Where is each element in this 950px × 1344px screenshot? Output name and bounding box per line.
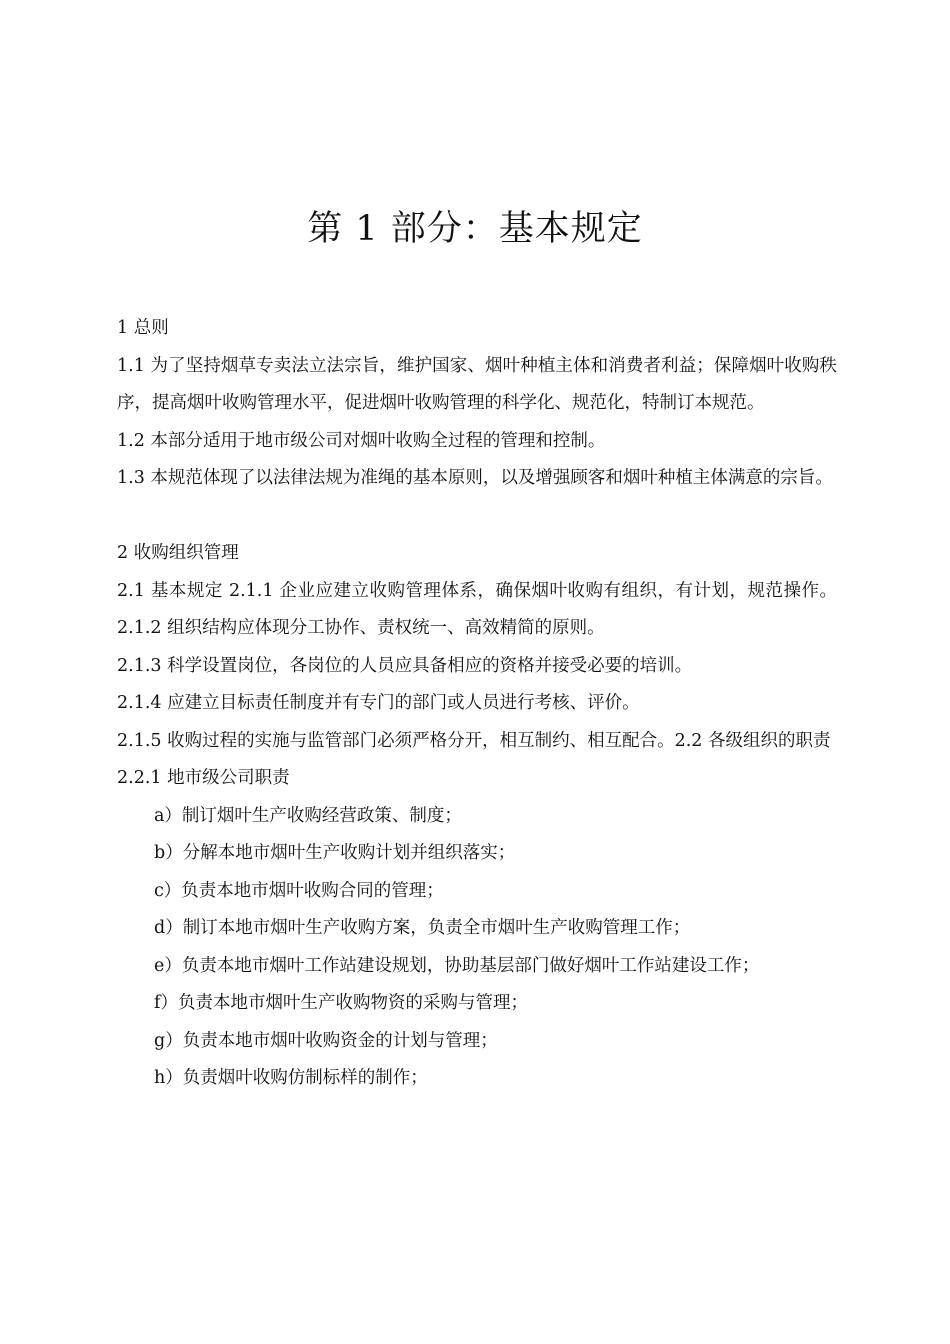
paragraph-1-3: 1.3 本规范体现了以法律法规为准绳的基本原则，以及增强顾客和烟叶种植主体满意的宗旨。 bbox=[117, 468, 833, 488]
section-heading-purchase-organization: 2 收购组织管理 bbox=[117, 543, 239, 563]
section-heading-general: 1 总则 bbox=[117, 318, 169, 338]
paragraph-2-1-4: 2.1.4 应建立目标责任制度并有专门的部门或人员进行考核、评价。 bbox=[117, 693, 640, 713]
duty-item-h: h）负责烟叶收购仿制标样的制作； bbox=[154, 1068, 428, 1088]
paragraph-1-1: 1.1 为了坚持烟草专卖法立法宗旨，维护国家、烟叶种植主体和消费者利益；保障烟叶收购秩序，提高烟叶收购管理水平，促进烟叶收购管理的科学化、规范化，特制订本规范。 bbox=[117, 355, 837, 413]
section-spacer bbox=[117, 498, 837, 536]
duty-item-a: a）制订烟叶生产收购经营政策、制度； bbox=[154, 805, 462, 826]
duty-item-b: b）分解本地市烟叶生产收购计划并组织落实； bbox=[154, 843, 516, 863]
page-title: 第 1 部分：基本规定 bbox=[307, 209, 643, 249]
paragraph-1-2: 1.2 本部分适用于地市级公司对烟叶收购全过程的管理和控制。 bbox=[117, 430, 606, 451]
duty-item-c: c）负责本地市烟叶收购合同的管理； bbox=[154, 880, 444, 901]
paragraph-2-2-1: 2.2.1 地市级公司职责 bbox=[117, 768, 290, 788]
document-body bbox=[117, 310, 837, 1098]
duty-item-d: d）制订本地市烟叶生产收购方案，负责全市烟叶生产收购管理工作； bbox=[154, 918, 691, 938]
paragraph-2-1-5: 2.1.5 收购过程的实施与监管部门必须严格分开，相互制约、相互配合。2.2 各级组织的职责 bbox=[117, 730, 831, 751]
duty-item-g: g）负责本地市烟叶收购资金的计划与管理； bbox=[154, 1030, 498, 1051]
paragraph-2-1-3: 2.1.3 科学设置岗位，各岗位的人员应具备相应的资格并接受必要的培训。 bbox=[117, 655, 693, 676]
duty-item-f: f）负责本地市烟叶生产收购物资的采购与管理； bbox=[154, 993, 528, 1013]
duty-item-e: e）负责本地市烟叶工作站建设规划，协助基层部门做好烟叶工作站建设工作； bbox=[154, 955, 760, 976]
paragraph-2-1: 2.1 基本规定 2.1.1 企业应建立收购管理体系，确保烟叶收购有组织，有计划，规范操作。2.1.2 组织结构应体现分工协作、责权统一、高效精简的原则。 bbox=[117, 580, 837, 638]
